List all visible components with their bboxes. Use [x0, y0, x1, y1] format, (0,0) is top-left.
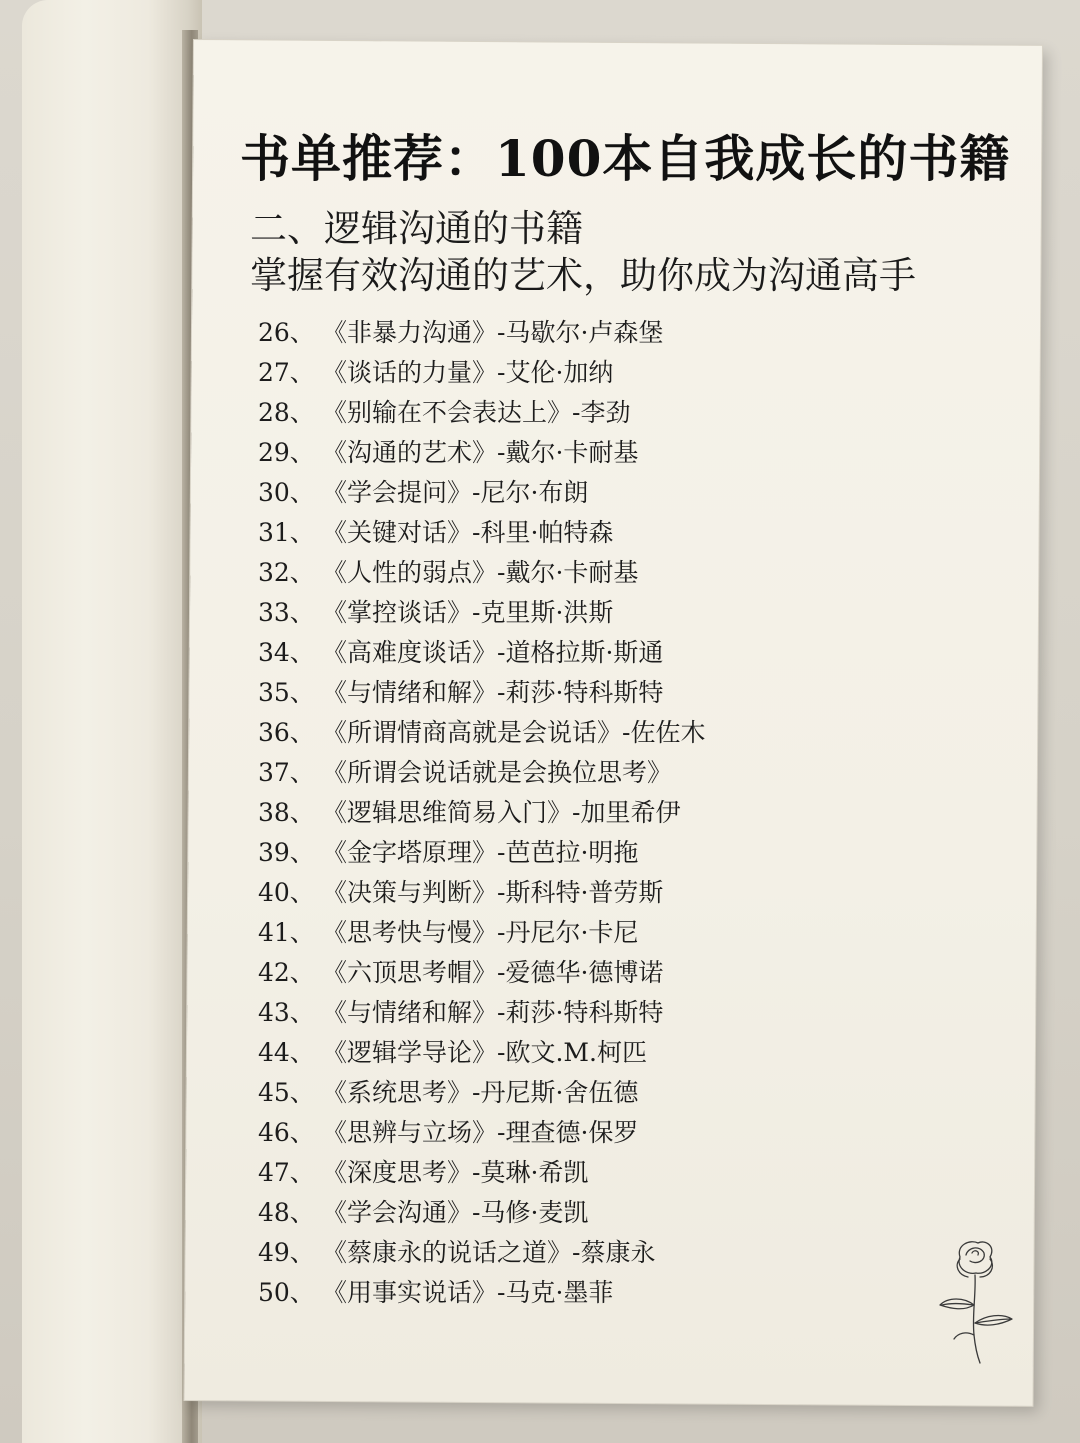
- book-number: 39、: [258, 838, 315, 867]
- book-title-author: 《逻辑学导论》-欧文.M.柯匹: [322, 1038, 647, 1067]
- book-list: [258, 313, 705, 1313]
- book-number: 29、: [258, 438, 315, 467]
- book-number: 46、: [258, 1118, 315, 1147]
- book-title-author: 《决策与判断》-斯科特·普劳斯: [322, 878, 664, 907]
- book-list-item: [258, 833, 705, 873]
- book-list-item: [258, 753, 705, 793]
- section-title: 二、逻辑沟通的书籍: [250, 207, 583, 250]
- book-number: 35、: [258, 678, 315, 707]
- book-number: 45、: [258, 1078, 315, 1107]
- book-title-author: 《学会沟通》-马修·麦凯: [322, 1198, 589, 1227]
- book-list-item: [258, 313, 705, 353]
- book-number: 44、: [258, 1038, 315, 1067]
- book-title-author: 《蔡康永的说话之道》-蔡康永: [322, 1238, 656, 1267]
- book-title-author: 《沟通的艺术》-戴尔·卡耐基: [322, 438, 639, 467]
- book-list-item: [258, 913, 705, 953]
- book-title-author: 《思考快与慢》-丹尼尔·卡尼: [322, 918, 639, 947]
- book-title-author: 《逻辑思维简易入门》-加里希伊: [322, 798, 681, 827]
- book-title-author: 《掌控谈话》-克里斯·洪斯: [322, 598, 614, 627]
- book-list-item: [258, 953, 705, 993]
- book-title-author: 《谈话的力量》-艾伦·加纳: [322, 358, 614, 387]
- book-list-item: [258, 513, 705, 553]
- book-number: 43、: [258, 998, 315, 1027]
- book-title-author: 《学会提问》-尼尔·布朗: [322, 478, 589, 507]
- section-subtitle: 掌握有效沟通的艺术，助你成为沟通高手: [250, 254, 916, 297]
- book-list-item: [258, 353, 705, 393]
- book-title-author: 《系统思考》-丹尼斯·舍伍德: [322, 1078, 639, 1107]
- book-title-author: 《金字塔原理》-芭芭拉·明拖: [322, 838, 639, 867]
- book-list-item: [258, 1033, 705, 1073]
- book-list-item: [258, 433, 705, 473]
- book-number: 50、: [258, 1278, 315, 1307]
- book-list-item: [258, 1273, 705, 1313]
- book-number: 37、: [258, 758, 315, 787]
- book-title-author: 《用事实说话》-马克·墨菲: [322, 1278, 614, 1307]
- book-number: 32、: [258, 558, 315, 587]
- book-number: 48、: [258, 1198, 315, 1227]
- book-list-item: [258, 793, 705, 833]
- book-list-item: [258, 873, 705, 913]
- book-number: 27、: [258, 358, 315, 387]
- book-list-item: [258, 393, 705, 433]
- book-list-item: [258, 1153, 705, 1193]
- book-number: 38、: [258, 798, 315, 827]
- page-title: 书单推荐：100本自我成长的书籍: [240, 129, 1011, 188]
- book-number: 41、: [258, 918, 315, 947]
- book-number: 49、: [258, 1238, 315, 1267]
- book-title-author: 《人性的弱点》-戴尔·卡耐基: [322, 558, 639, 587]
- book-number: 42、: [258, 958, 315, 987]
- book-list-item: [258, 993, 705, 1033]
- book-title-author: 《关键对话》-科里·帕特森: [322, 518, 614, 547]
- book-number: 36、: [258, 718, 315, 747]
- book-title-author: 《思辨与立场》-理查德·保罗: [322, 1118, 639, 1147]
- book-number: 31、: [258, 518, 315, 547]
- book-list-item: [258, 593, 705, 633]
- book-list-item: [258, 1233, 705, 1273]
- book-number: 30、: [258, 478, 315, 507]
- book-title-author: 《非暴力沟通》-马歇尔·卢森堡: [322, 318, 664, 347]
- book-list-item: [258, 553, 705, 593]
- book-title-author: 《与情绪和解》-莉莎·特科斯特: [322, 998, 664, 1027]
- book-list-item: [258, 1113, 705, 1153]
- book-list-item: [258, 473, 705, 513]
- book-number: 40、: [258, 878, 315, 907]
- book-number: 26、: [258, 318, 315, 347]
- book-title-author: 《深度思考》-莫琳·希凯: [322, 1158, 589, 1187]
- book-list-item: [258, 633, 705, 673]
- rose-icon: [930, 1235, 1020, 1365]
- book-list-item: [258, 1073, 705, 1113]
- book-number: 33、: [258, 598, 315, 627]
- book-number: 47、: [258, 1158, 315, 1187]
- book-title-author: 《高难度谈话》-道格拉斯·斯通: [322, 638, 664, 667]
- book-list-item: [258, 1193, 705, 1233]
- book-number: 28、: [258, 398, 315, 427]
- book-title-author: 《所谓会说话就是会换位思考》: [322, 758, 673, 787]
- book-title-author: 《六顶思考帽》-爱德华·德博诺: [322, 958, 664, 987]
- book-list-item: [258, 673, 705, 713]
- book-number: 34、: [258, 638, 315, 667]
- book-title-author: 《与情绪和解》-莉莎·特科斯特: [322, 678, 664, 707]
- book-title-author: 《别输在不会表达上》-李劲: [322, 398, 631, 427]
- book-list-item: [258, 713, 705, 753]
- book-title-author: 《所谓情商高就是会说话》-佐佐木: [322, 718, 706, 747]
